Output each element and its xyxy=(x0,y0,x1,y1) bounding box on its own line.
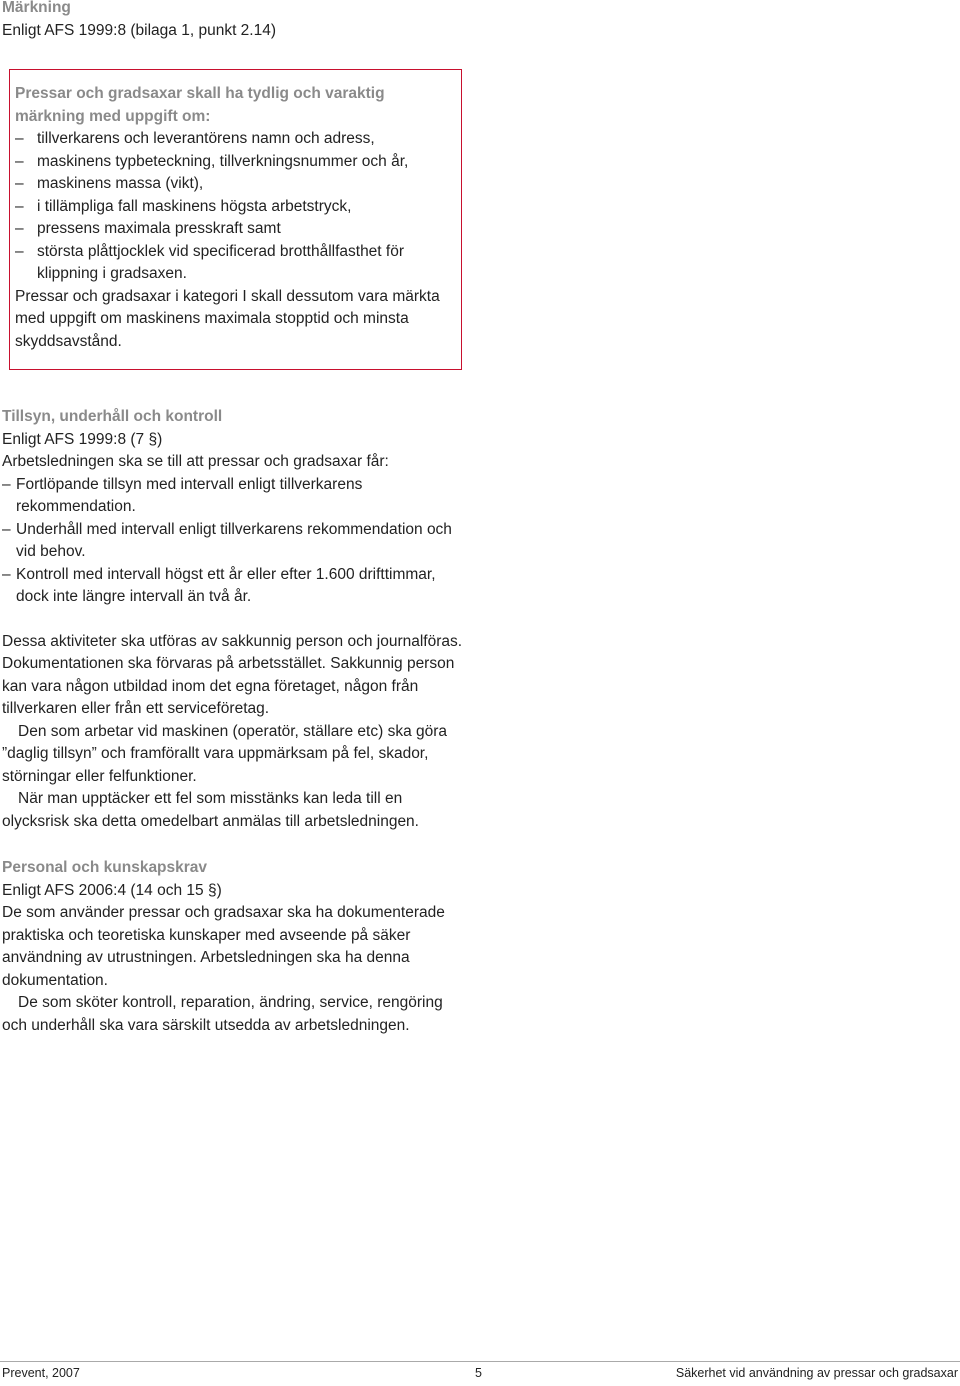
tillsyn-paragraph: När man upptäcker ett fel som misstänks kan leda till en olycksrisk ska detta omedelbart anmälas till arbetsledningen. xyxy=(2,790,419,830)
personal-paragraph: De som sköter kontroll, reparation, ändring, service, rengöring och underhåll ska vara särskilt utsedda av arbetsledningen. xyxy=(2,994,443,1034)
tillsyn-paragraph: Den som arbetar vid maskinen (operatör, ställare etc) ska göra ”daglig tillsyn” och framförallt vara uppmärksam på fel, skador, störningar eller felfunktioner. xyxy=(2,722,448,785)
personal-paragraph: De som använder pressar och gradsaxar ska ha dokumenterade praktiska och teoretiska kunskaper med avseende på säker användning av utrustningen. Arbetsledningen ska ha denna dokumentation. xyxy=(2,904,445,989)
page-footer xyxy=(0,1361,960,1386)
footer-document-title: Säkerhet vid användning av pressar och gradsaxar xyxy=(675,1366,958,1380)
box-list-item: – pressens maximala presskraft samt xyxy=(15,218,451,241)
footer-publisher: Prevent, 2007 xyxy=(2,1366,80,1380)
tillsyn-paragraph: Dessa aktiviteter ska utföras av sakkunnig person och journalföras. Dokumentationen ska förvaras på arbetsstället. Sakkunnig person kan vara någon utbildad inom det egna företaget, någon från tillverkaren eller från ett serviceföretag. xyxy=(2,632,463,717)
marking-requirements-box xyxy=(9,69,462,370)
tillsyn-list-item: – Underhåll med intervall enligt tillverkarens rekommendation och vid behov. xyxy=(2,519,472,564)
tillsyn-reference: Enligt AFS 1999:8 (7 §) xyxy=(2,430,163,448)
box-note: Pressar och gradsaxar i kategori I skall dessutom vara märkta med uppgift om maskinens maximala stopptid och minsta skyddsavstånd. xyxy=(15,287,440,350)
tillsyn-list-item: – Fortlöpande tillsyn med intervall enligt tillverkarens rekommendation. xyxy=(2,474,472,519)
marking-reference: Enligt AFS 1999:8 (bilaga 1, punkt 2.14) xyxy=(2,21,277,39)
personal-title: Personal och kunskapskrav xyxy=(2,859,208,876)
personal-reference: Enligt AFS 2006:4 (14 och 15 §) xyxy=(2,881,222,899)
section-tillsyn xyxy=(2,406,472,833)
box-list xyxy=(15,128,451,286)
footer-page-number: 5 xyxy=(475,1366,482,1380)
tillsyn-list-item: – Kontroll med intervall högst ett år eller efter 1.600 drifttimmar, dock inte längre intervall än två år. xyxy=(2,564,472,609)
tillsyn-intro: Arbetsledningen ska se till att pressar och gradsaxar får: xyxy=(2,453,389,470)
tillsyn-list xyxy=(2,474,472,609)
section-marking xyxy=(2,0,462,42)
box-list-item: – maskinens typbeteckning, tillverkningsnummer och år, xyxy=(15,151,451,174)
box-list-item: – största plåttjocklek vid specificerad brotthållfasthet för klippning i gradsaxen. xyxy=(15,241,451,286)
marking-title: Märkning xyxy=(2,0,71,16)
box-list-item: – maskinens massa (vikt), xyxy=(15,173,451,196)
section-personal xyxy=(2,857,472,1037)
tillsyn-title: Tillsyn, underhåll och kontroll xyxy=(2,408,223,425)
box-title: Pressar och gradsaxar skall ha tydlig och varaktig märkning med uppgift om: xyxy=(15,85,385,125)
box-list-item: – i tillämpliga fall maskinens högsta arbetstryck, xyxy=(15,196,451,219)
box-list-item: – tillverkarens och leverantörens namn och adress, xyxy=(15,128,451,151)
